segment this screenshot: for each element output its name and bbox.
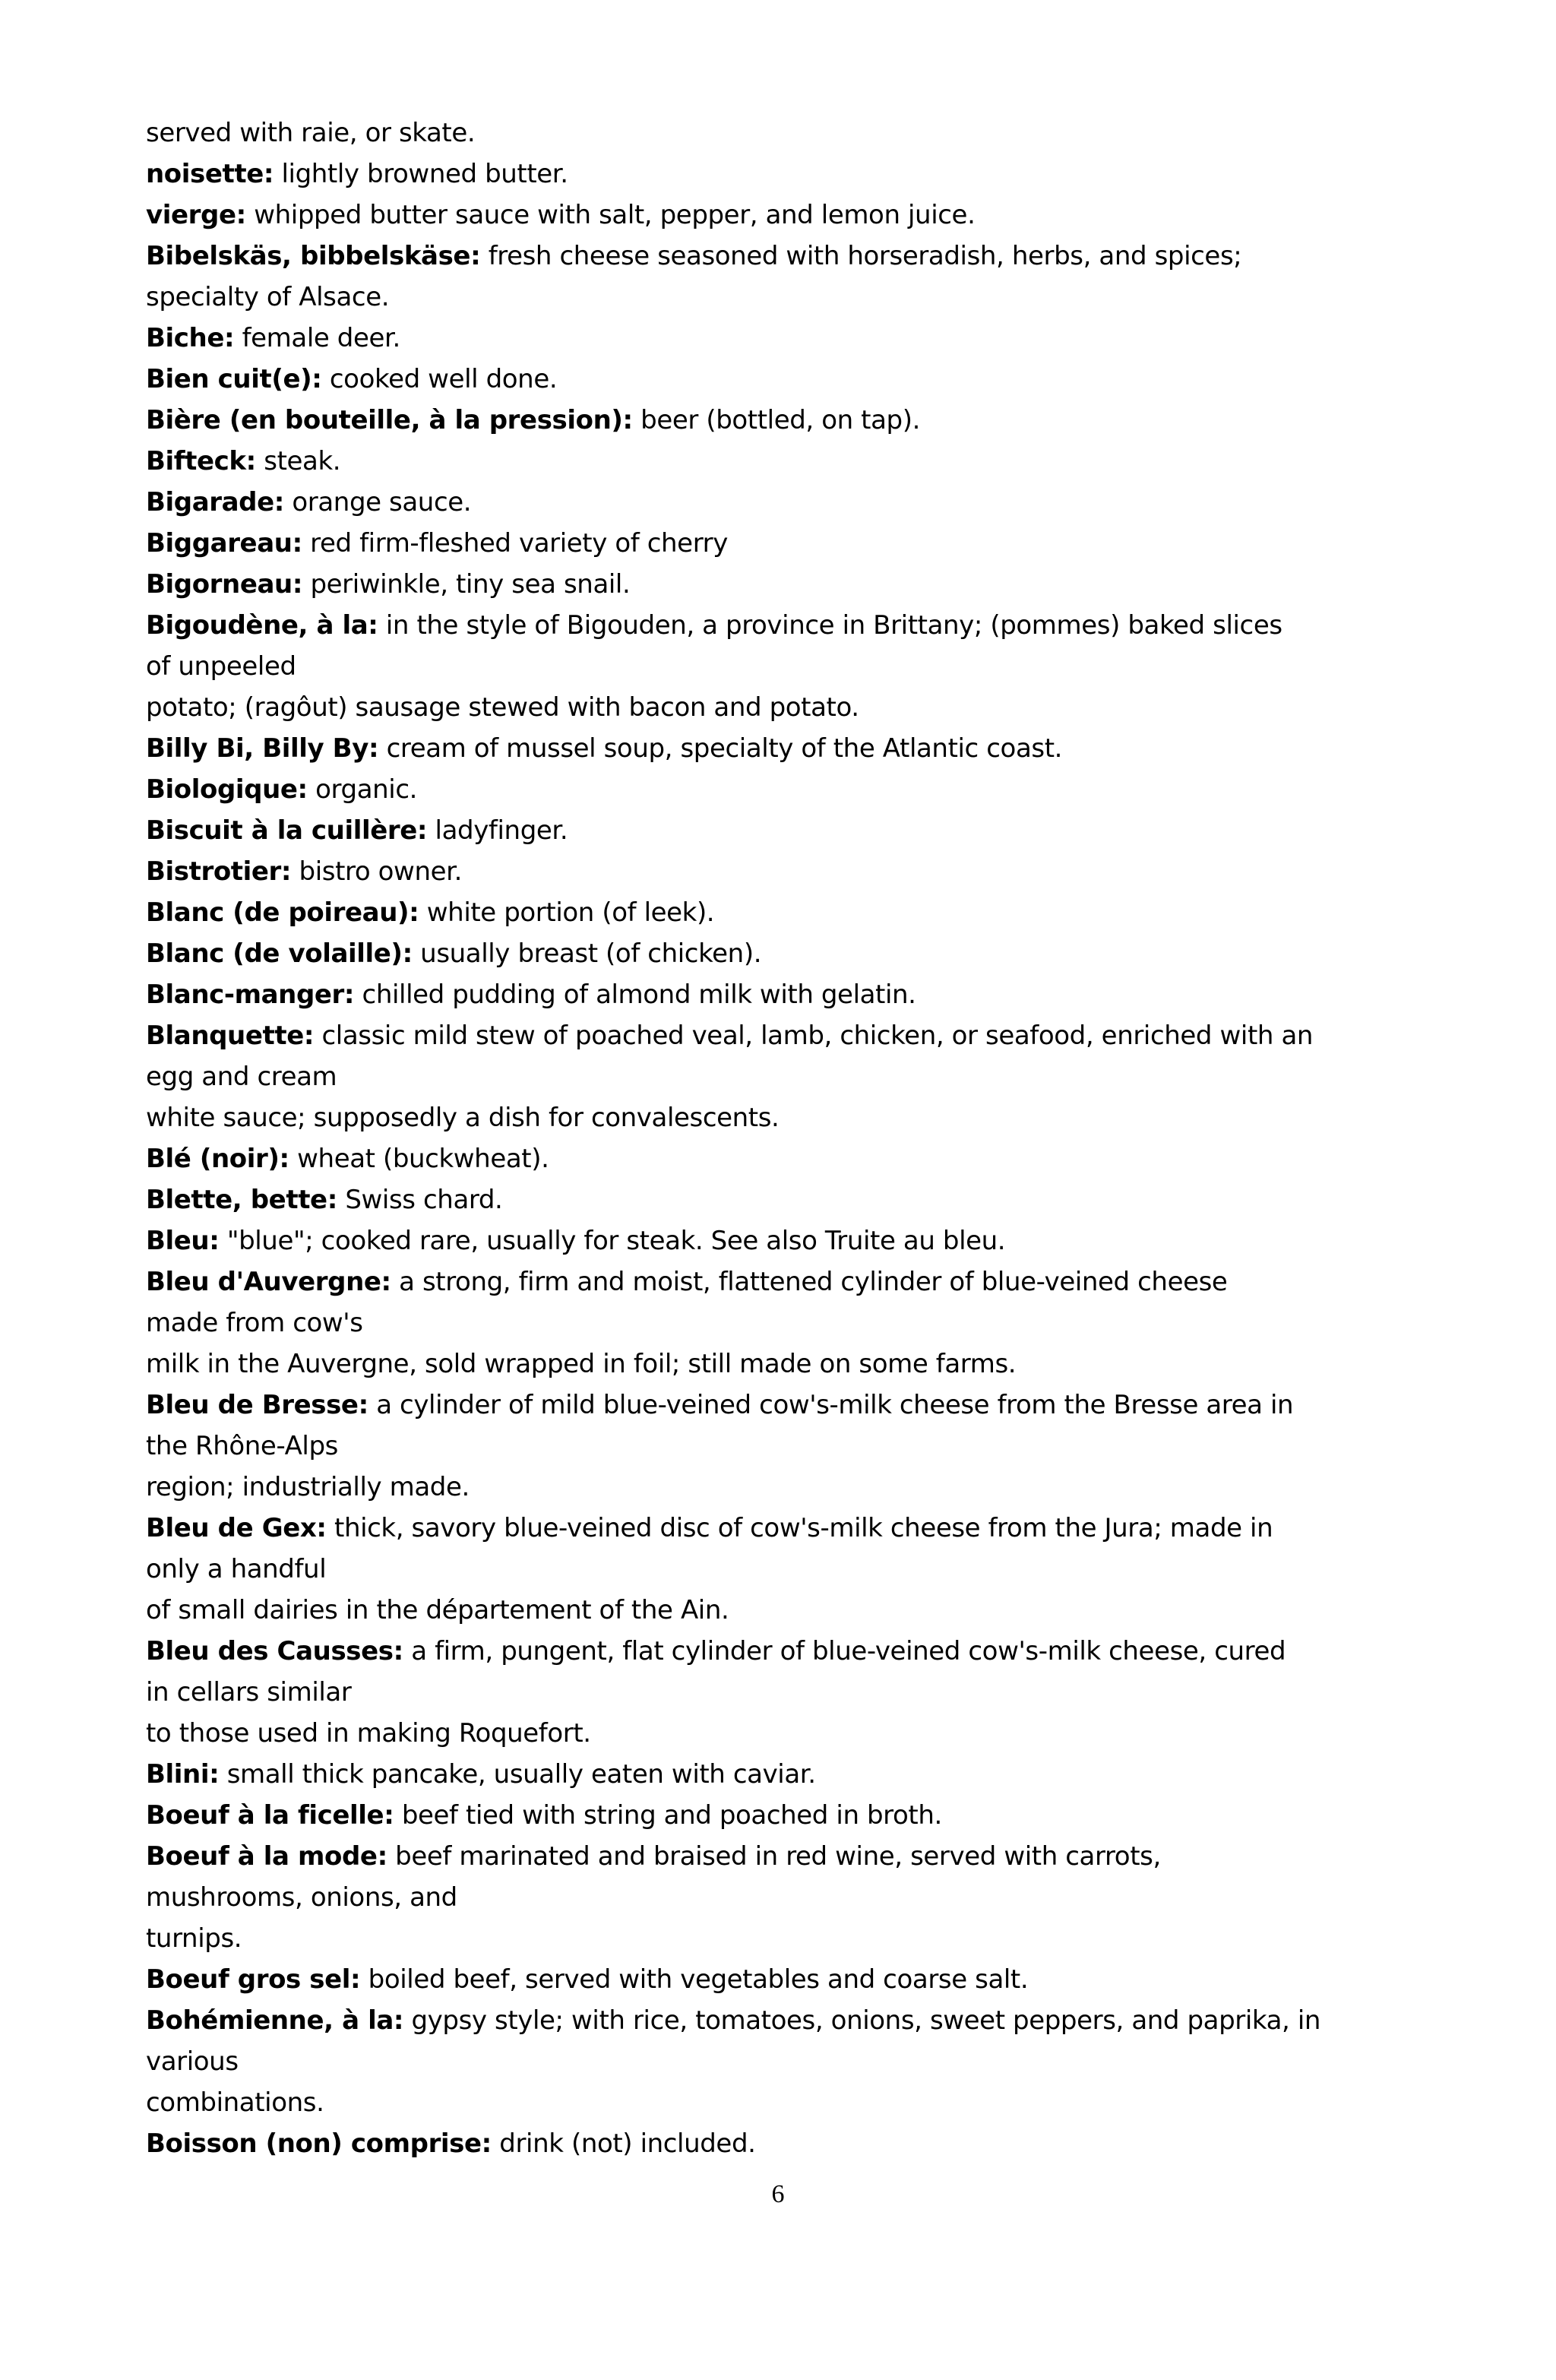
glossary-definition: whipped butter sauce with salt, pepper, and lemon juice. bbox=[245, 200, 976, 230]
glossary-definition: cooked well done. bbox=[321, 364, 558, 394]
glossary-definition: specialty of Alsace. bbox=[146, 282, 390, 312]
glossary-definition: made from cow's bbox=[146, 1308, 363, 1338]
glossary-entry-line bbox=[146, 1138, 1392, 1179]
glossary-term: Boeuf gros sel: bbox=[146, 1964, 361, 1995]
glossary-definition: beer (bottled, on tap). bbox=[632, 405, 920, 435]
glossary-definition: white portion (of leek). bbox=[419, 897, 715, 928]
glossary-continuation-line bbox=[146, 1549, 1392, 1590]
glossary-entry-line bbox=[146, 769, 1392, 810]
glossary-definition: white sauce; supposedly a dish for convalescents. bbox=[146, 1103, 780, 1133]
glossary-definition: gypsy style; with rice, tomatoes, onions, sweet peppers, and paprika, in bbox=[403, 2005, 1321, 2036]
glossary-entry-line bbox=[146, 1754, 1392, 1795]
glossary-term: Biggareau: bbox=[146, 528, 302, 559]
glossary-term: Boeuf à la ficelle: bbox=[146, 1800, 394, 1831]
glossary-definition: red firm-fleshed variety of cherry bbox=[302, 528, 728, 559]
glossary-term: Bleu: bbox=[146, 1226, 220, 1256]
glossary-definition: chilled pudding of almond milk with gelatin. bbox=[354, 980, 916, 1010]
glossary-continuation-line bbox=[146, 1302, 1392, 1343]
glossary-definition: ladyfinger. bbox=[427, 815, 568, 846]
glossary-term: Boisson (non) comprise: bbox=[146, 2128, 492, 2159]
glossary-body bbox=[146, 112, 1392, 2164]
glossary-continuation-line bbox=[146, 1672, 1392, 1713]
glossary-definition: of unpeeled bbox=[146, 651, 296, 682]
glossary-entry-line bbox=[146, 1385, 1392, 1426]
glossary-definition: region; industrially made. bbox=[146, 1472, 470, 1502]
glossary-term: Bohémienne, à la: bbox=[146, 2005, 404, 2036]
glossary-entry-line bbox=[146, 1836, 1392, 1877]
glossary-entry-line bbox=[146, 851, 1392, 892]
glossary-continuation-line bbox=[146, 1877, 1392, 1918]
glossary-term: Bleu de Gex: bbox=[146, 1513, 327, 1543]
glossary-entry-line bbox=[146, 892, 1392, 933]
glossary-term: Blé (noir): bbox=[146, 1144, 289, 1174]
glossary-continuation-line bbox=[146, 646, 1392, 687]
glossary-definition: cream of mussel soup, specialty of the Atlantic coast. bbox=[378, 733, 1063, 764]
glossary-term: Biologique: bbox=[146, 774, 308, 805]
glossary-entry-line bbox=[146, 1795, 1392, 1836]
glossary-definition: organic. bbox=[307, 774, 418, 805]
glossary-continuation-line bbox=[146, 277, 1392, 318]
glossary-entry-line bbox=[146, 318, 1392, 359]
glossary-continuation-line bbox=[146, 687, 1392, 728]
glossary-definition: a cylinder of mild blue-veined cow's-milk cheese from the Bresse area in bbox=[368, 1390, 1294, 1420]
glossary-term: noisette: bbox=[146, 159, 274, 189]
glossary-term: Blanc (de poireau): bbox=[146, 897, 419, 928]
glossary-definition: classic mild stew of poached veal, lamb, chicken, or seafood, enriched with an bbox=[314, 1021, 1314, 1051]
glossary-entry-line bbox=[146, 1220, 1392, 1261]
glossary-continuation-line bbox=[146, 112, 1392, 153]
glossary-term: Biscuit à la cuillère: bbox=[146, 815, 428, 846]
page-number: 6 bbox=[771, 2180, 785, 2208]
glossary-definition: orange sauce. bbox=[283, 487, 472, 517]
glossary-continuation-line bbox=[146, 1056, 1392, 1097]
glossary-term: Bleu d'Auvergne: bbox=[146, 1267, 391, 1297]
glossary-entry-line bbox=[146, 195, 1392, 236]
glossary-definition: only a handful bbox=[146, 1554, 327, 1584]
glossary-definition: combinations. bbox=[146, 2087, 324, 2118]
glossary-entry-line bbox=[146, 1179, 1392, 1220]
glossary-definition: of small dairies in the département of the Ain. bbox=[146, 1595, 729, 1625]
glossary-definition: potato; (ragôut) sausage stewed with bacon and potato. bbox=[146, 692, 859, 723]
glossary-entry-line bbox=[146, 236, 1392, 277]
glossary-term: Bibelskäs, bibbelskäse: bbox=[146, 241, 481, 271]
glossary-continuation-line bbox=[146, 2041, 1392, 2082]
glossary-term: Blanc (de volaille): bbox=[146, 938, 413, 969]
glossary-definition: egg and cream bbox=[146, 1062, 337, 1092]
glossary-definition: a firm, pungent, flat cylinder of blue-veined cow's-milk cheese, cured bbox=[403, 1636, 1286, 1666]
glossary-term: Billy Bi, Billy By: bbox=[146, 733, 379, 764]
glossary-term: Blanc-manger: bbox=[146, 980, 355, 1010]
glossary-entry-line bbox=[146, 605, 1392, 646]
glossary-entry-line bbox=[146, 482, 1392, 523]
glossary-entry-line bbox=[146, 153, 1392, 195]
glossary-term: Bistrotier: bbox=[146, 856, 292, 887]
glossary-definition: wheat (buckwheat). bbox=[289, 1144, 549, 1174]
glossary-term: Blini: bbox=[146, 1759, 220, 1790]
glossary-entry-line bbox=[146, 1261, 1392, 1302]
glossary-definition: in cellars similar bbox=[146, 1677, 352, 1707]
glossary-entry-line bbox=[146, 564, 1392, 605]
glossary-entry-line bbox=[146, 441, 1392, 482]
glossary-entry-line bbox=[146, 400, 1392, 441]
glossary-term: Biche: bbox=[146, 323, 235, 353]
glossary-definition: various bbox=[146, 2046, 239, 2077]
glossary-term: Bleu de Bresse: bbox=[146, 1390, 368, 1420]
glossary-term: vierge: bbox=[146, 200, 246, 230]
glossary-definition: fresh cheese seasoned with horseradish, herbs, and spices; bbox=[480, 241, 1242, 271]
glossary-definition: the Rhône-Alps bbox=[146, 1431, 338, 1461]
glossary-definition: usually breast (of chicken). bbox=[412, 938, 762, 969]
glossary-continuation-line bbox=[146, 1590, 1392, 1631]
glossary-definition: Swiss chard. bbox=[337, 1185, 503, 1215]
glossary-continuation-line bbox=[146, 1918, 1392, 1959]
glossary-entry-line bbox=[146, 359, 1392, 400]
glossary-entry-line bbox=[146, 2000, 1392, 2041]
glossary-entry-line bbox=[146, 728, 1392, 769]
glossary-term: Blanquette: bbox=[146, 1021, 315, 1051]
glossary-term: Bière (en bouteille, à la pression): bbox=[146, 405, 633, 435]
glossary-definition: drink (not) included. bbox=[491, 2128, 756, 2159]
glossary-entry-line bbox=[146, 1508, 1392, 1549]
glossary-continuation-line bbox=[146, 1467, 1392, 1508]
glossary-definition: beef marinated and braised in red wine, served with carrots, bbox=[387, 1841, 1161, 1872]
glossary-definition: lightly browned butter. bbox=[274, 159, 568, 189]
glossary-term: Bigorneau: bbox=[146, 569, 303, 600]
glossary-term: Bigarade: bbox=[146, 487, 284, 517]
glossary-term: Bifteck: bbox=[146, 446, 256, 476]
glossary-definition: female deer. bbox=[234, 323, 400, 353]
glossary-definition: small thick pancake, usually eaten with caviar. bbox=[219, 1759, 816, 1790]
glossary-continuation-line bbox=[146, 1097, 1392, 1138]
glossary-definition: periwinkle, tiny sea snail. bbox=[302, 569, 631, 600]
glossary-continuation-line bbox=[146, 1343, 1392, 1385]
glossary-definition: milk in the Auvergne, sold wrapped in foil; still made on some farms. bbox=[146, 1349, 1017, 1379]
glossary-entry-line bbox=[146, 1959, 1392, 2000]
glossary-definition: served with raie, or skate. bbox=[146, 118, 476, 148]
glossary-entry-line bbox=[146, 933, 1392, 974]
glossary-term: Bleu des Causses: bbox=[146, 1636, 403, 1666]
glossary-definition: steak. bbox=[255, 446, 341, 476]
glossary-entry-line bbox=[146, 523, 1392, 564]
glossary-entry-line bbox=[146, 974, 1392, 1015]
glossary-entry-line bbox=[146, 810, 1392, 851]
glossary-term: Boeuf à la mode: bbox=[146, 1841, 387, 1872]
glossary-entry-line bbox=[146, 1631, 1392, 1672]
glossary-continuation-line bbox=[146, 1426, 1392, 1467]
glossary-definition: beef tied with string and poached in broth. bbox=[394, 1800, 942, 1831]
glossary-definition: to those used in making Roquefort. bbox=[146, 1718, 591, 1749]
glossary-definition: "blue"; cooked rare, usually for steak. See also Truite au bleu. bbox=[219, 1226, 1006, 1256]
glossary-definition: bistro owner. bbox=[291, 856, 462, 887]
glossary-entry-line bbox=[146, 2123, 1392, 2164]
glossary-definition: mushrooms, onions, and bbox=[146, 1882, 457, 1913]
glossary-term: Blette, bette: bbox=[146, 1185, 337, 1215]
glossary-continuation-line bbox=[146, 1713, 1392, 1754]
glossary-continuation-line bbox=[146, 2082, 1392, 2123]
glossary-entry-line bbox=[146, 1015, 1392, 1056]
glossary-definition: boiled beef, served with vegetables and coarse salt. bbox=[360, 1964, 1029, 1995]
glossary-definition: in the style of Bigouden, a province in Brittany; (pommes) baked slices bbox=[378, 610, 1282, 641]
glossary-definition: turnips. bbox=[146, 1923, 242, 1954]
glossary-definition: thick, savory blue-veined disc of cow's-milk cheese from the Jura; made in bbox=[326, 1513, 1273, 1543]
glossary-term: Bigoudène, à la: bbox=[146, 610, 378, 641]
glossary-term: Bien cuit(e): bbox=[146, 364, 322, 394]
glossary-definition: a strong, firm and moist, flattened cylinder of blue-veined cheese bbox=[391, 1267, 1228, 1297]
